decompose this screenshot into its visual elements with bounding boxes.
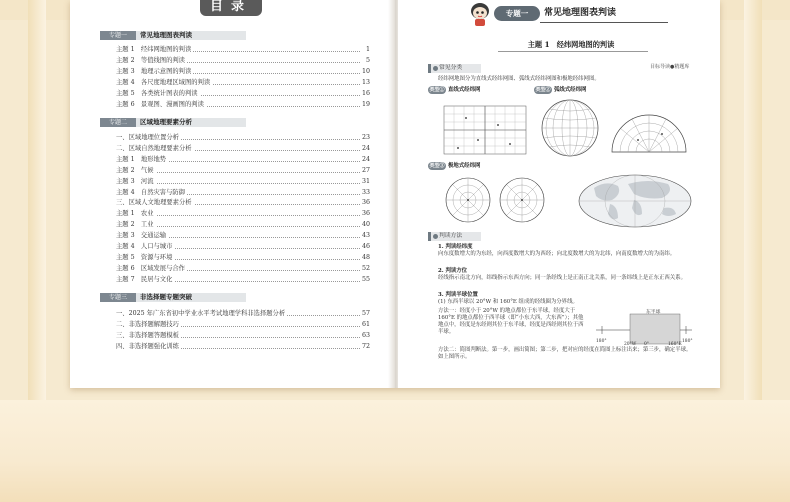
toc-entry-page: 33 (361, 188, 370, 196)
section-name: 常见地理图表判读 (544, 8, 617, 18)
toc-section-name: 非选择题专题突破 (140, 293, 192, 301)
toc-entry-label: 主题 2 气候 (116, 166, 154, 174)
toc-section-tag: 专题一 (100, 31, 136, 40)
toc-section-tag: 专题二 (100, 118, 136, 127)
toc-section-header (100, 31, 370, 40)
axis-label-4: 160°E (668, 342, 682, 347)
arc-grid-globe (538, 96, 602, 160)
toc-title: 目录 (200, 0, 262, 16)
type1-name: 直线式经纬网 (448, 87, 481, 93)
toc-entry-page: 61 (361, 320, 370, 328)
toc-entry-page: 72 (361, 342, 370, 350)
toc-entry-label: 主题 2 等值线图的判读 (116, 56, 185, 64)
toc-entry[interactable] (116, 155, 370, 165)
toc-entry-label: 主题 3 河流 (116, 177, 154, 185)
toc-entry[interactable] (116, 320, 370, 330)
toc-entry-page: 23 (361, 134, 370, 141)
toc-entry[interactable] (116, 264, 370, 274)
toc-section-header (100, 293, 370, 302)
toc-entry-page: 24 (361, 144, 370, 152)
toc-entry[interactable] (116, 144, 370, 154)
toc-entry-label: 主题 3 地理示意图的判读 (116, 67, 192, 75)
toc-entry-label: 主题 4 各尺度地理区域图的判读 (116, 78, 211, 86)
toc-entry-label: 三、非选择题答题模板 (116, 331, 179, 339)
toc-entry-label: 主题 5 资源与环境 (116, 253, 173, 261)
toc-entry-page: 1 (365, 46, 370, 53)
toc-entry-label: 主题 3 交通运输 (116, 232, 167, 240)
toc-entry[interactable] (116, 331, 370, 341)
toc-entry[interactable] (116, 56, 370, 66)
method3-title: 3. 判读半球位置 (438, 292, 478, 298)
mascot-icon (468, 1, 492, 27)
toc-entry-page: 36 (361, 210, 370, 218)
toc-section-name: 区域地理要素分析 (140, 118, 192, 126)
toc-entry-label: 一、2025 年广东省初中学业水平考试地理学科非选择题分析 (116, 310, 286, 317)
toc-entry[interactable] (116, 188, 370, 198)
toc-entry[interactable] (116, 89, 370, 99)
toc-entry[interactable] (116, 220, 370, 230)
toc-entry[interactable] (116, 166, 370, 176)
toc-entry[interactable] (116, 253, 370, 263)
toc-entry-label: 主题 5 各类统计图表的判读 (116, 89, 198, 97)
toc-entry-page: 40 (361, 221, 370, 229)
bullet-icon (433, 66, 438, 71)
toc-entry-page: 13 (361, 78, 370, 86)
toc-entry-label: 四、非选择题强化训练 (116, 342, 179, 350)
type3-pill: 类型③ (429, 163, 445, 169)
polar-grid-map-2 (496, 174, 548, 226)
arc-grid-hemisphere (606, 104, 692, 160)
axis-label-3: 0° (644, 342, 649, 347)
toc-entry-page: 24 (361, 155, 370, 163)
corner-note: 目标导读●精题库 (650, 64, 690, 70)
toc-entry-page: 5 (365, 56, 370, 64)
world-grid-map (576, 172, 694, 230)
type1-pill: 类型① (429, 87, 445, 93)
axis-label-2: 20°W (624, 342, 637, 347)
bullet-icon (433, 234, 438, 239)
toc-entry-label: 主题 1 农业 (116, 210, 154, 218)
box-classification (428, 64, 481, 73)
header-rule (540, 22, 668, 23)
toc-entry[interactable] (116, 67, 370, 77)
method3-sub: (1) 东西半球以 20°W 和 160°E 组成的经线圈为分界线。 (438, 299, 578, 305)
toc-entry-page: 19 (361, 100, 370, 108)
toc-entry-page: 43 (361, 232, 370, 240)
east-hemisphere-label: 东半球 (646, 310, 661, 315)
axis-label-5: 180° (682, 339, 693, 344)
toc-entry-page: 55 (361, 275, 370, 283)
method3-way1: 方法一：经度小于 20°W 的地点都位于东半球，经度大于 160°E 的地点都位于西半球（即“小东大西，大东西”）；其他地点中，经度是东经则其位于东半球，经度是西经则其位于西半球。 (438, 308, 584, 335)
toc-entry-label: 主题 1 经纬网地图的判读 (116, 46, 192, 53)
box-method (428, 232, 481, 241)
content-page (398, 0, 720, 388)
toc-entry[interactable] (116, 133, 370, 143)
topic-title: 主题 1 经纬网地图的判读 (527, 40, 615, 49)
toc-entry-label: 主题 4 人口与城市 (116, 243, 173, 250)
toc-entry[interactable] (116, 198, 370, 208)
toc-entry[interactable] (116, 242, 370, 252)
toc-entry-label: 一、区域地理位置分析 (116, 134, 179, 141)
type2-pill: 类型② (535, 87, 551, 93)
polar-grid-map-1 (442, 174, 494, 226)
type3-tag (428, 162, 480, 170)
toc-entry[interactable] (116, 342, 370, 352)
toc-entry[interactable] (116, 309, 370, 319)
method3-way2: 方法二：简图判断法。第一步，画出简图；第二步，把对应的经度在简图上标注出来；第三步，确定半球。如上图所示。 (438, 347, 692, 360)
toc-page (70, 0, 392, 388)
toc-entry-page: 27 (361, 166, 370, 174)
toc-entry-page: 31 (361, 177, 370, 185)
toc-entry[interactable] (116, 100, 370, 110)
toc-entry-label: 主题 2 工业 (116, 221, 154, 229)
toc-entry-page: 52 (361, 264, 370, 272)
method1-title: 1. 判读经纬度 (438, 244, 473, 250)
method2-text: 经线指示南北方向，纬线指示东西方向；同一条经线上是正南正北关系，同一条纬线上是正东正西关系。 (438, 275, 686, 281)
book-spread (70, 0, 720, 388)
toc-entry[interactable] (116, 209, 370, 219)
toc-entry-page: 16 (361, 89, 370, 97)
toc-entry-page: 57 (361, 310, 370, 317)
box-classification-label: 常见分类 (439, 65, 463, 71)
toc-entry[interactable] (116, 177, 370, 187)
toc-entry[interactable] (116, 78, 370, 88)
toc-entry[interactable] (116, 231, 370, 241)
type2-tag (534, 86, 586, 94)
toc-entry-page: 36 (361, 199, 370, 207)
toc-entry-label: 主题 6 景观图、漫画图的判读 (116, 100, 204, 108)
section-badge: 专题一 (494, 6, 540, 21)
toc-entry-label: 二、非选择题解题技巧 (116, 320, 179, 328)
method1-text: 向东度数增大的为东经，向西度数增大的为西经；向北度数增大的为北纬，向南度数增大的为南纬。 (438, 251, 676, 257)
toc-entry[interactable] (116, 275, 370, 285)
method2-title: 2. 判读方位 (438, 268, 468, 274)
toc-entry[interactable] (116, 45, 370, 55)
intro-text: 经纬网地图分为直线式经纬网图、弧线式经纬网图和极地经纬网图。 (438, 76, 600, 82)
toc-section-header (100, 118, 370, 127)
toc-entry-label: 主题 7 民居与文化 (116, 275, 173, 283)
type3-name: 极地式经纬网 (448, 163, 481, 169)
straight-grid-map (438, 100, 530, 158)
toc-entry-label: 二、区域自然地理要素分析 (116, 144, 192, 152)
type2-name: 弧线式经纬网 (554, 87, 587, 93)
toc-entry-page: 48 (361, 253, 370, 261)
box-method-label: 判读方法 (439, 233, 463, 239)
toc-entry-page: 10 (361, 67, 370, 75)
toc-entry-label: 主题 1 地形地势 (116, 155, 167, 163)
toc-entry-label: 三、区域人文地理要素分析 (116, 199, 192, 207)
table-surface (0, 400, 790, 502)
toc-entry-label: 主题 4 自然灾害与防御 (116, 188, 185, 196)
axis-label-1: 180° (596, 339, 607, 344)
toc-entry-page: 46 (361, 243, 370, 250)
topic-rule (498, 51, 648, 52)
toc-entry-label: 主题 6 区域发展与合作 (116, 264, 185, 272)
toc-entry-page: 63 (361, 331, 370, 339)
toc-section-tag: 专题三 (100, 293, 136, 302)
type1-tag (428, 86, 480, 94)
toc-section-name: 常见地理图表判读 (140, 31, 192, 39)
